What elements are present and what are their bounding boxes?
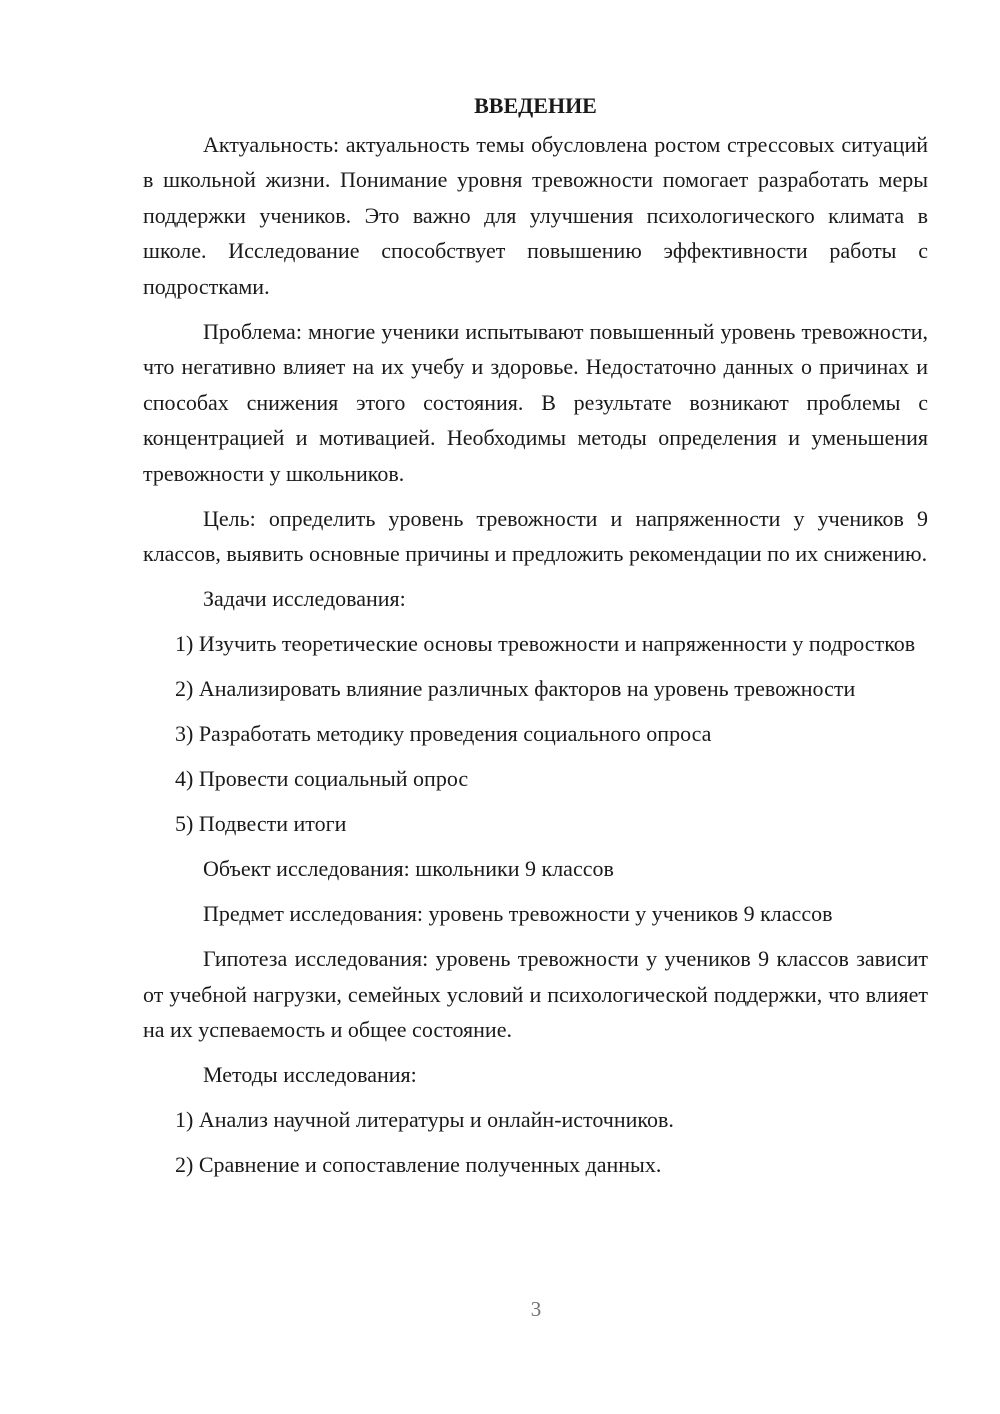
task-item: 4) Провести социальный опрос xyxy=(175,766,469,791)
relevance-paragraph: Актуальность: актуальность темы обусловлена ростом стрессовых ситуаций в школьной жизни. Понимание уровня тревожности помогает разработать меры поддержки учеников. Это важно для улучшения психологического климата в школе. Исследование способствует повышению эффективности работы с подростками. xyxy=(143,131,928,299)
subject-line: Предмет исследования: уровень тревожности у учеников 9 классов xyxy=(203,901,833,926)
task-item: 3) Разработать методику проведения социального опроса xyxy=(175,721,712,746)
hypothesis-paragraph: Гипотеза исследования: уровень тревожности у учеников 9 классов зависит от учебной нагрузки, семейных условий и психологической поддержки, что влияет на их успеваемость и общее состояние. xyxy=(143,946,928,1042)
methods-heading: Методы исследования: xyxy=(203,1062,417,1087)
task-item: 2) Анализировать влияние различных факторов на уровень тревожности xyxy=(175,676,856,701)
page-content xyxy=(143,88,928,1192)
section-title: ВВЕДЕНИЕ xyxy=(474,93,597,118)
problem-paragraph: Проблема: многие ученики испытывают повышенный уровень тревожности, что негативно влияет на их учебу и здоровье. Недостаточно данных о причинах и способах снижения этого состояния. В результате возникают проблемы с концентрацией и мотивацией. Необходимы методы определения и уменьшения тревожности у школьников. xyxy=(143,318,928,486)
page-number: 3 xyxy=(530,1297,542,1321)
task-item: 5) Подвести итоги xyxy=(175,811,347,836)
object-line: Объект исследования: школьники 9 классов xyxy=(203,856,614,881)
method-item: 1) Анализ научной литературы и онлайн-источников. xyxy=(175,1107,674,1132)
goal-paragraph: Цель: определить уровень тревожности и напряженности у учеников 9 классов, выявить основные причины и предложить рекомендации по их снижению. xyxy=(143,505,928,566)
method-item: 2) Сравнение и сопоставление полученных данных. xyxy=(175,1152,662,1177)
tasks-heading: Задачи исследования: xyxy=(203,586,406,611)
task-item: 1) Изучить теоретические основы тревожности и напряженности у подростков xyxy=(175,631,916,656)
